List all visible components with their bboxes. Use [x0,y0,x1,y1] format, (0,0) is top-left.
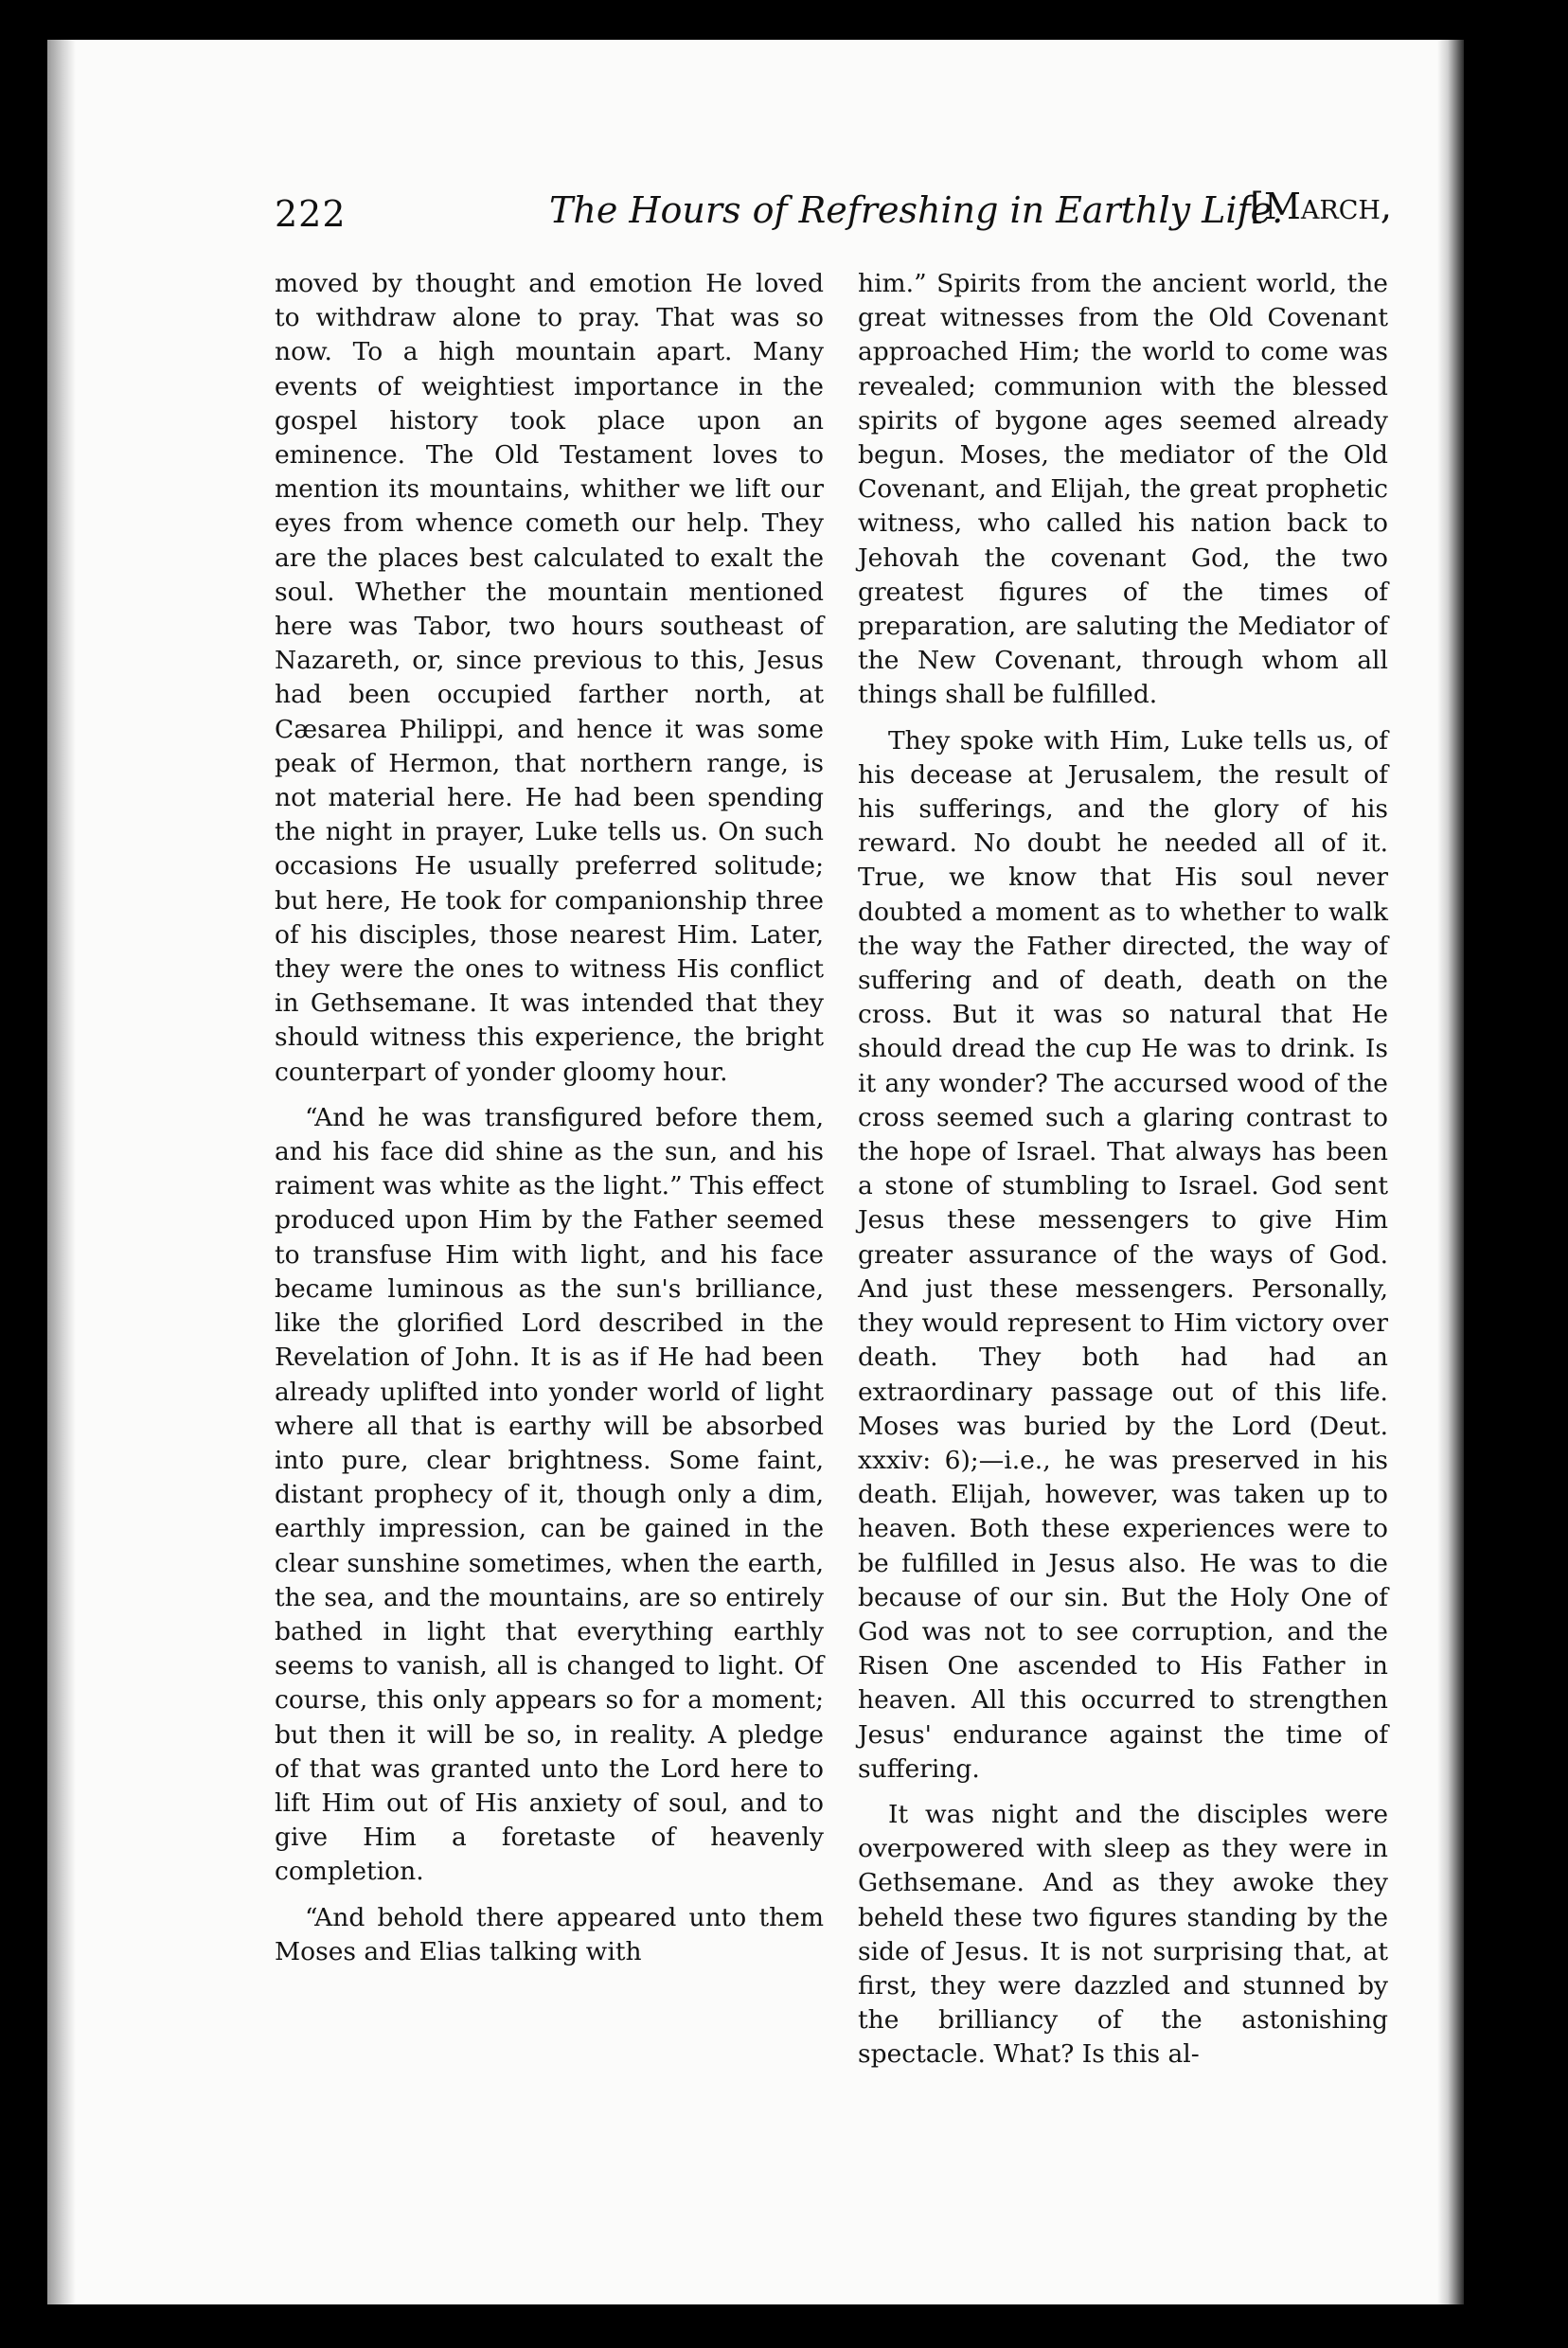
running-title: The Hours of Refreshing in Earthly Life. [549,189,1284,231]
paragraph: moved by thought and emotion He loved to withdraw alone to pray. That was so now. To a high mountain apart. Many events of weightiest importance in the gospel history took place upon an eminence. The Old Testament loves to mention its mountains, whither we lift our eyes from whence cometh our help. They are the places best calculated to exalt the soul. Whether the mountain mentioned here was Tabor, two hours southeast of Nazareth, or, since previous to this, Jesus had been occupied farther north, at Cæsarea Philippi, and hence it was some peak of Hermon, that northern range, is not material here. He had been spending the night in prayer, Luke tells us. On such occasions He usually preferred solitude; but here, He took for companionship three of his disciples, those nearest Him. Later, they were the ones to witness His conflict in Gethsemane. It was intended that they should witness this experience, the bright counterpart of yonder gloomy hour. [275,269,824,1087]
paragraph: They spoke with Him, Luke tells us, of his decease at Jerusalem, the result of his sufferings, and the glory of his reward. No doubt he needed all of it. True, we know that His soul never doubted a moment as to whether to walk the way the Father directed, the way of suffering and of death, death on the cross. But it was so natural that He should dread the cup He was to drink. Is it any wonder? The accursed wood of the cross seemed such a glaring contrast to the hope of Israel. That always has been a stone of stumbling to Israel. God sent Jesus these messengers to give Him greater assurance of the ways of God. And just these messengers. Personally, they would represent to Him victory over death. They both had had an extraordinary passage out of this life. Moses was buried by the Lord (Deut. xxxiv: 6);—i.e., he was preserved in his death. Elijah, however, was taken up to heaven. Both these experiences were to be fulfilled in Jesus also. He was to die because of our sin. But the Holy One of God was not to see corruption, and the Risen One ascended to His Father in heaven. All this occurred to strengthen Jesus' endurance against the time of suffering. [858,725,1388,1784]
running-header [275,182,1392,248]
running-date: [March, [1250,186,1392,227]
page-edge-shadow [1437,40,1464,2304]
paragraph: “And behold there appeared unto them Moses and Elias talking with [275,1902,824,1966]
page-number: 222 [275,193,347,235]
binding-gutter-shadow [47,40,76,2304]
book-page [47,40,1464,2304]
left-text-column [275,267,824,1981]
right-text-column [858,267,1388,2084]
paragraph: “And he was transfigured before them, and his face did shine as the sun, and his raiment was white as the light.” This effect produced upon Him by the Father seemed to transfuse Him with light, and his face became luminous as the sun's brilliance, like the glorified Lord described in the Revelation of John. It is as if He had been already uplifted into yonder world of light where all that is earthy will be absorbed into pure, clear brightness. Some faint, distant prophecy of it, though only a dim, earthly impression, can be gained in the clear sunshine sometimes, when the earth, the sea, and the mountains, are so entirely bathed in light that everything earthly seems to vanish, all is changed to light. Of course, this only appears so for a moment; but then it will be so, in reality. A pledge of that was granted unto the Lord here to lift Him out of His anxiety of soul, and to give Him a foretaste of heavenly completion. [275,1102,824,1887]
paragraph: him.” Spirits from the ancient world, the great witnesses from the Old Covenant approached Him; the world to come was revealed; communion with the blessed spirits of bygone ages seemed already begun. Moses, the mediator of the Old Covenant, and Elijah, the great prophetic witness, who called his nation back to Jehovah the covenant God, the two greatest figures of the times of preparation, are saluting the Mediator of the New Covenant, through whom all things shall be fulfilled. [858,269,1388,710]
paragraph: It was night and the disciples were overpowered with sleep as they were in Gethsemane. And as they awoke they beheld these two figures standing by the side of Jesus. It is not surprising that, at first, they were dazzled and stunned by the brilliancy of the astonishing spectacle. What? Is this al- [858,1799,1388,2070]
